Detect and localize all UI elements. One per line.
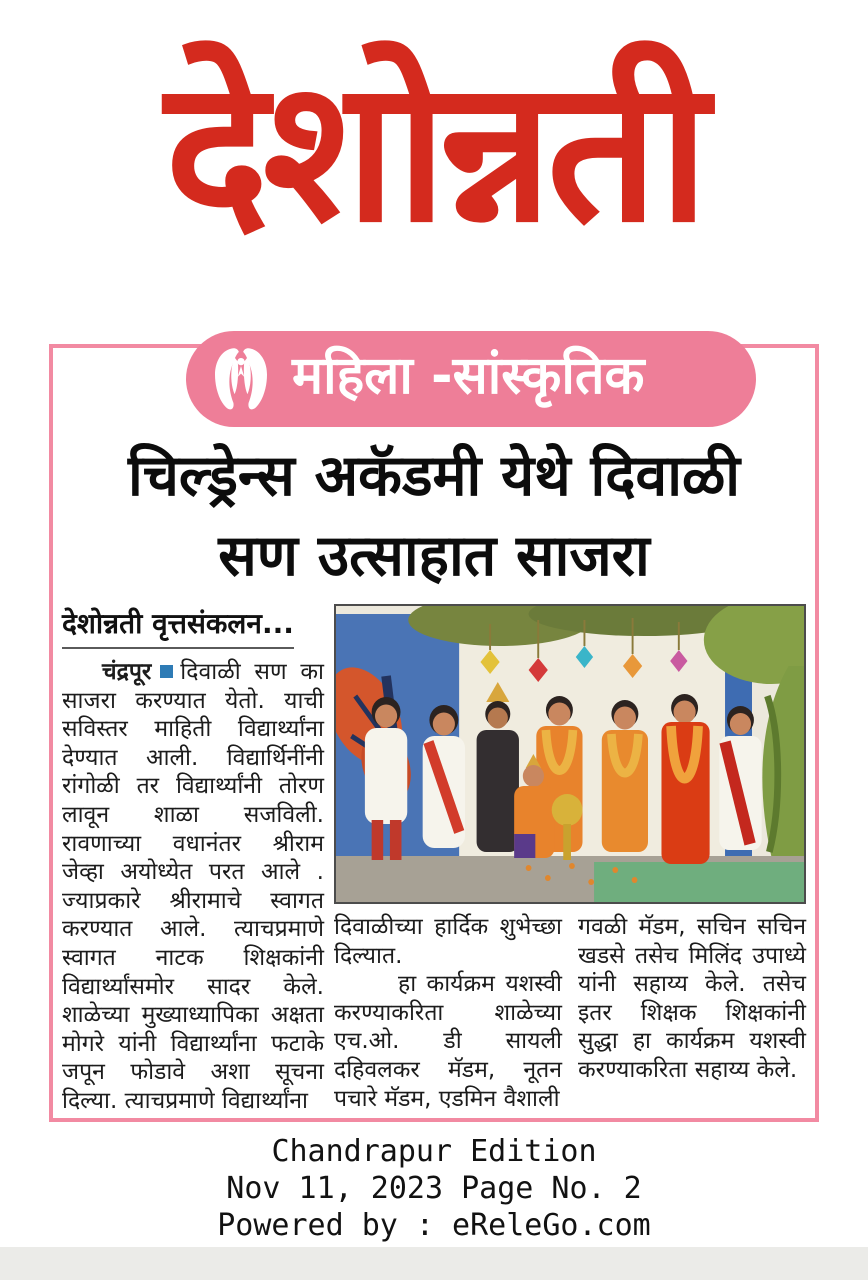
edition-footer [0,1133,868,1244]
article-photo [334,604,806,904]
edition-name: Chandrapur Edition [271,1134,597,1169]
body-paragraph-middle-1: दिवाळीच्या हार्दिक शुभेच्छा दिल्यात. [334,914,562,969]
masthead-title: देशोन्नती [164,38,704,266]
women-faces-icon [202,340,280,418]
column-middle [334,913,562,1113]
body-text-left: दिवाळी सण का साजरा करण्यात येतो. याची सविस्तर माहिती विद्यार्थ्यांना देण्यात आली. विद्यार्थिनींनी रांगोळी तर विद्यार्थ्यांनी तोरण लावून शाळा सजविली. रावणाच्या वधानंतर श्रीराम जेव्हा अयोध्येत परत आले . ज्याप्रकारे श्रीरामाचे स्वागत करण्यात आले. त्याचप्रमाणे स्वागत नाटक शिक्षकांनी विद्यार्थ्यांसमोर सादर केले. शाळेच्या मुख्याध्यापिका अक्षता मोगरे यांनी विद्यार्थ्यांना फटाके जपून फोडावे अशा सूचना दिल्या. त्याचप्रमाणे विद्यार्थ्यांना [62,659,324,1114]
section-banner-label: महिला -सांस्कृतिक [292,346,645,406]
dateline: चंद्रपूर [102,659,152,685]
column-right [578,913,806,1113]
dateline-bullet-icon [160,665,173,678]
article-headline [59,436,809,596]
diwali-group-photo-illustration [336,606,804,902]
column-left [62,604,324,1114]
section-banner [186,331,756,427]
headline-line-1: चिल्ड्रेन्स अकॅडमी येथे दिवाळी [127,443,741,509]
body-paragraph-middle-2: हा कार्यक्रम यशस्वी करण्याकरिता शाळेच्या एच.ओ. डी सायली दहिवलकर मॅडम, नूतन पचारे मॅडम, एडमिन वैशाली [334,971,562,1112]
lower-text-columns [334,913,806,1113]
article-box [49,344,819,1122]
headline-line-2: सण उत्साहात साजरा [218,523,650,589]
edition-date-page: Nov 11, 2023 Page No. 2 [226,1171,642,1206]
column-main [334,604,806,1110]
body-paragraph-left [62,658,324,1116]
bottom-gray-band [0,1247,868,1280]
body-paragraph-right: गवळी मॅडम, सचिन सचिन खडसे तसेच मिलिंद उपाध्ये यांनी सहाय्य केले. तसेच इतर शिक्षक शिक्षकांनी सुद्धा हा कार्यक्रम यशस्वी करण्याकरिता सहाय्य केले. [578,914,806,1083]
byline: देशोन्नती वृत्तसंकलन... [62,604,294,649]
article-content [62,604,806,1114]
powered-by: Powered by : eReleGo.com [217,1208,651,1243]
